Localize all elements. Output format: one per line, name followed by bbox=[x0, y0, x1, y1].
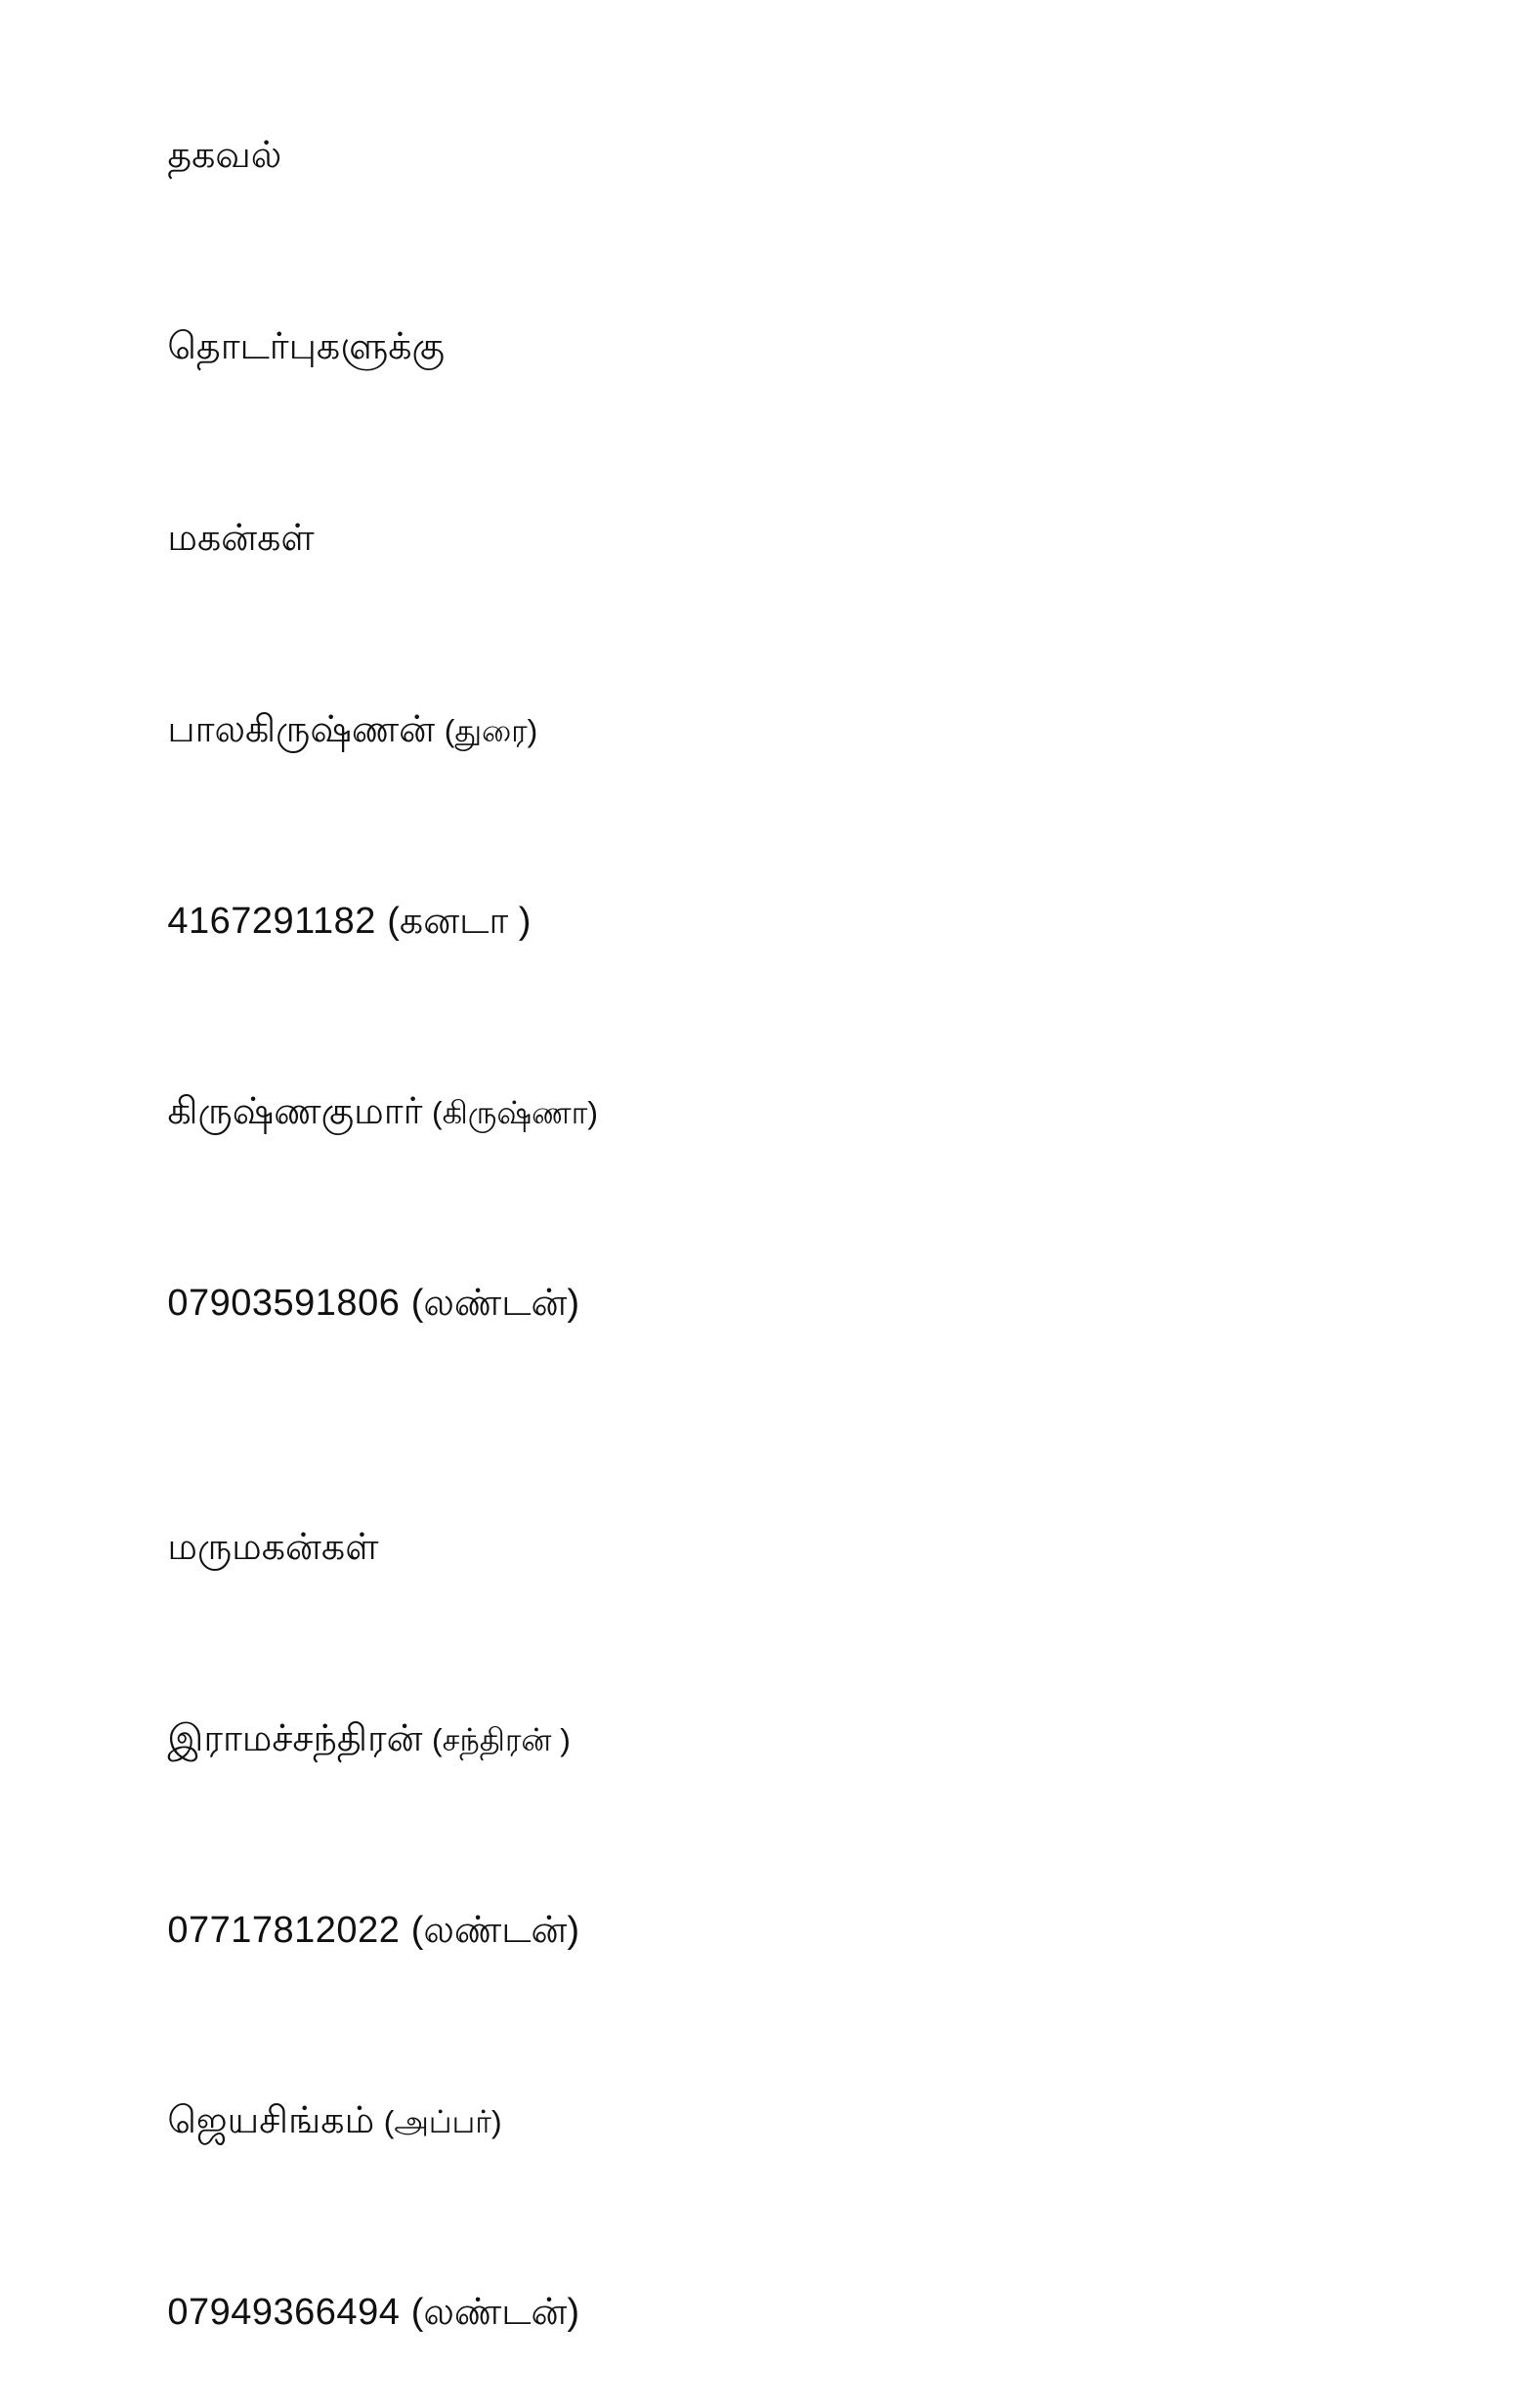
phone-location-text: (லண்டன்) bbox=[410, 1910, 580, 1951]
son-in-law-name-line bbox=[106, 2026, 1475, 2218]
line-main-text: மகன்கள் bbox=[167, 518, 315, 559]
line-main-text: தகவல் bbox=[167, 135, 282, 176]
person-alias-text: (துரை) bbox=[444, 713, 538, 748]
phone-number-text: 07949366494 bbox=[167, 2292, 401, 2333]
person-name-text: இராமச்சந்திரன் bbox=[167, 1718, 423, 1759]
phone-number-text: 4167291182 bbox=[167, 901, 376, 942]
son-phone-line bbox=[106, 1208, 1475, 1399]
line-main-text: தொடர்புகளுக்கு bbox=[167, 326, 446, 367]
sons-heading-line bbox=[106, 444, 1475, 635]
son-in-law-phone-line bbox=[106, 1836, 1475, 2026]
phone-number-text: 07717812022 bbox=[167, 1910, 401, 1951]
phone-location-text: (லண்டன்) bbox=[410, 2292, 580, 2333]
person-name-text: ஜெயசிங்கம் bbox=[167, 2100, 375, 2141]
son-name-line bbox=[106, 1017, 1475, 1208]
son-name-line bbox=[106, 635, 1475, 826]
son-in-law-name-line bbox=[106, 1644, 1475, 1836]
phone-location-text: (லண்டன்) bbox=[410, 1283, 580, 1324]
person-alias-text: (அப்பர்) bbox=[383, 2104, 502, 2139]
contacts-heading-line bbox=[106, 252, 1475, 444]
person-name-text: கிருஷ்ணகுமார் bbox=[167, 1091, 423, 1132]
info-heading-line bbox=[106, 61, 1475, 252]
person-alias-text: (சந்திரன் ) bbox=[432, 1722, 571, 1757]
person-name-text: பாலகிருஷ்ணன் bbox=[167, 709, 436, 750]
line-main-text: மருமகன்கள் bbox=[167, 1527, 379, 1568]
son-phone-line bbox=[106, 826, 1475, 1017]
phone-number-text: 07903591806 bbox=[167, 1283, 401, 1324]
son-in-law-phone-line bbox=[106, 2218, 1475, 2408]
section-sons-in-law bbox=[106, 1453, 1475, 2408]
phone-location-text: (கனடா ) bbox=[387, 901, 532, 942]
person-alias-text: (கிருஷ்ணா) bbox=[432, 1095, 598, 1130]
sons-in-law-heading-line bbox=[106, 1453, 1475, 1644]
section-info-contacts-sons bbox=[106, 61, 1475, 1399]
